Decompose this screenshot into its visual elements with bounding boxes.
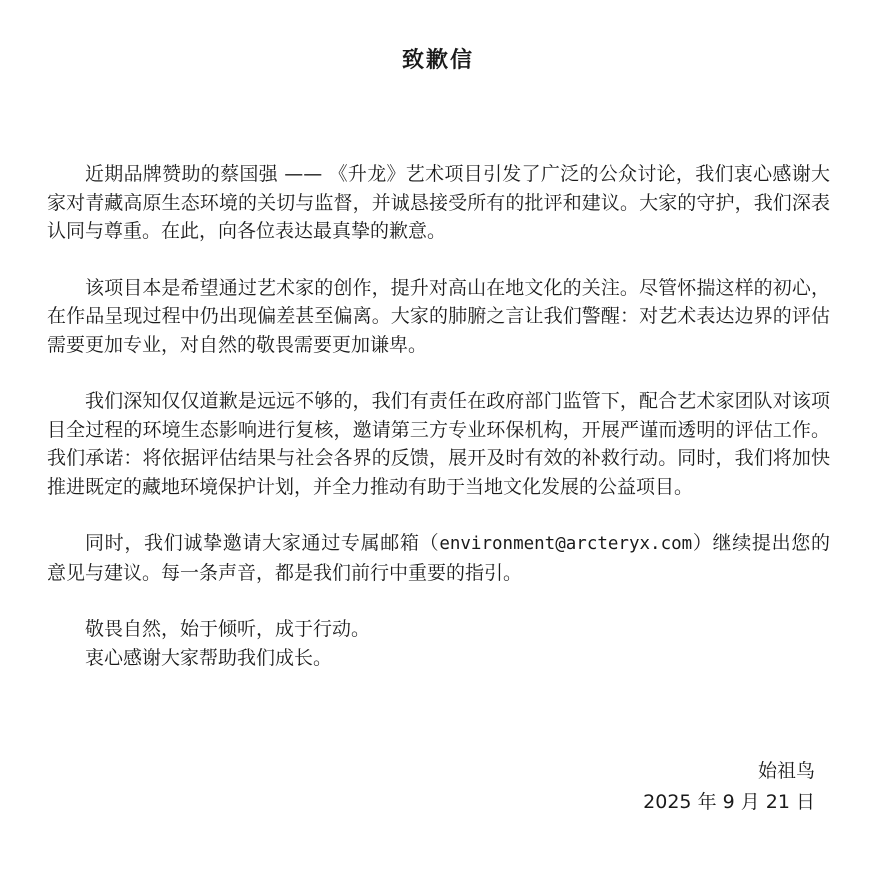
paragraph-text-after-email: ）继续提出您的意见与建议。每一条声音，都是我们前行中重要的指引。 bbox=[47, 532, 830, 584]
signature: 始祖鸟 bbox=[757, 760, 815, 782]
letter-paragraph-2: 该项目本是希望通过艺术家的创作，提升对高山在地文化的关注。尽管怀揣这样的初心，在作品呈现过程中仍出现偏差甚至偏离。大家的肺腑之言让我们警醒：对艺术表达边界的评估需要更加专业，对自然的敬畏需要更加谦卑。 bbox=[47, 276, 830, 356]
letter-paragraph-1: 近期品牌赞助的蔡国强 —— 《升龙》艺术项目引发了广泛的公众讨论，我们衷心感谢大家对青藏高原生态环境的关切与监督，并诚恳接受所有的批评和建议。大家的守护，我们深表认同与尊重。在此，向各位表达最真挚的歉意。 bbox=[47, 163, 830, 242]
signature-block bbox=[47, 756, 830, 818]
letter-title: 致歉信 bbox=[401, 48, 474, 73]
paragraph-text-before-email: 同时，我们诚挚邀请大家通过专属邮箱（ bbox=[85, 532, 440, 554]
closing-line-2: 衷心感谢大家帮助我们成长。 bbox=[85, 646, 333, 669]
letter-date: 2025 年 9 月 21 日 bbox=[643, 791, 815, 813]
closing-line-1: 敬畏自然，始于倾听，成于行动。 bbox=[85, 618, 371, 640]
email-address: environment@arcteryx.com bbox=[439, 534, 693, 554]
closing-block bbox=[47, 615, 830, 672]
letter-paragraph-4 bbox=[47, 529, 830, 587]
letter-paragraph-3: 我们深知仅仅道歉是远远不够的，我们有责任在政府部门监管下，配合艺术家团队对该项目全过程的环境生态影响进行复核，邀请第三方专业环保机构，开展严谨而透明的评估工作。我们承诺：将依据评估结果与社会各界的反馈，展开及时有效的补救行动。同时，我们将加快推进既定的藏地环境保护计划，并全力推动有助于当地文化发展的公益项目。 bbox=[47, 390, 830, 498]
letter-body bbox=[0, 160, 876, 818]
